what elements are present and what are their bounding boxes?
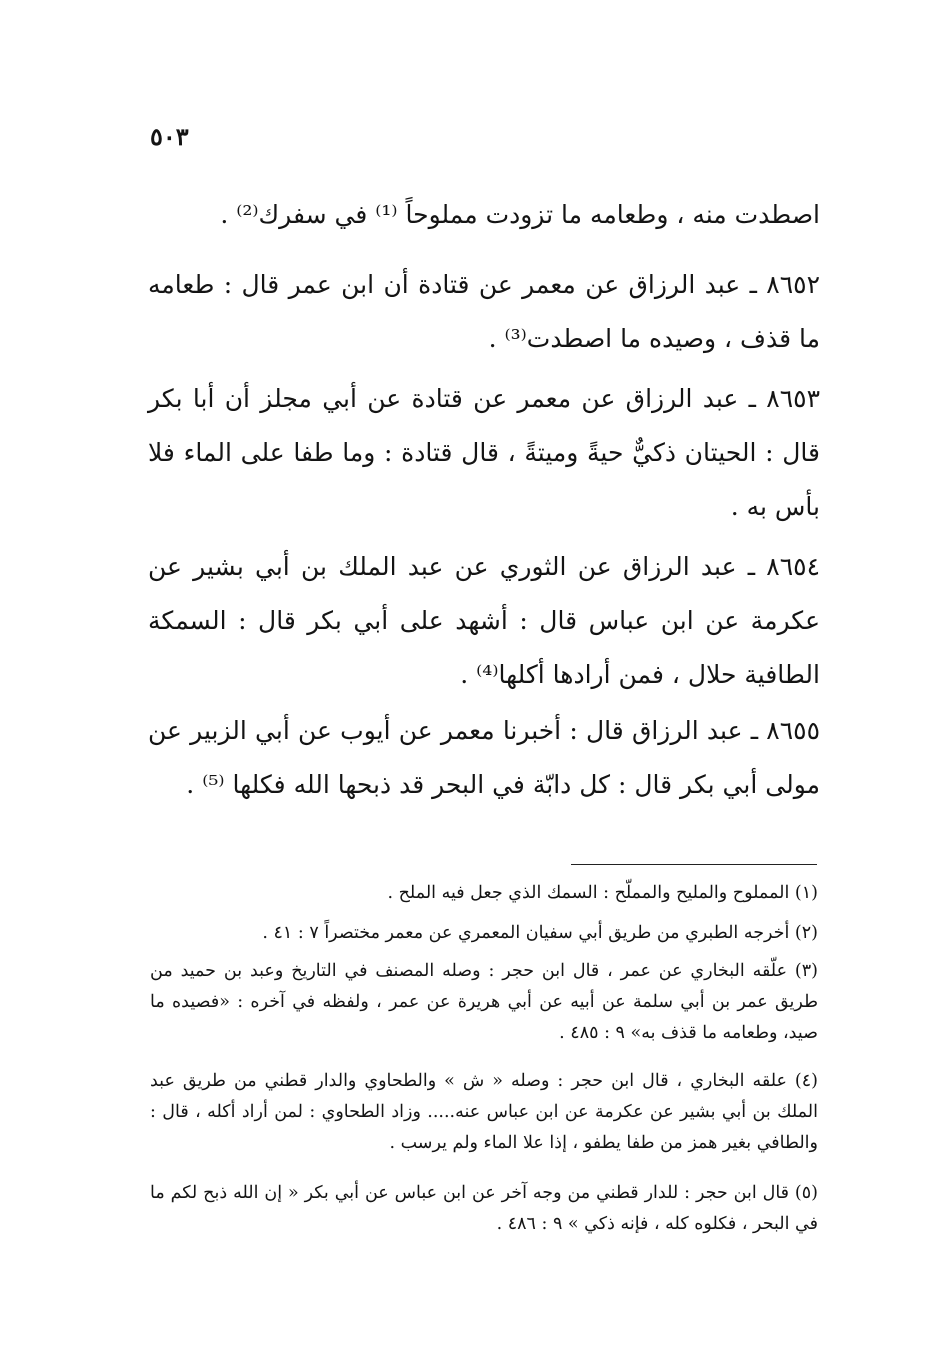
paragraph-8652: ٨٦٥٢ ـ عبد الرزاق عن معمر عن قتادة أن ابن عمر قال : طعامه ما قذف ، وصيده ما اصطدت⁽³⁾ . <box>148 270 820 353</box>
paragraph-8655: ٨٦٥٥ ـ عبد الرزاق قال : أخبرنا معمر عن أيوب عن أبي الزبير عن مولى أبي بكر قال : كل دابّة في البحر قد ذبحها الله فكلها ⁽⁵⁾ . <box>148 716 820 799</box>
paragraph-8653: ٨٦٥٣ ـ عبد الرزاق عن معمر عن قتادة عن أبي مجلز أن أبا بكر قال : الحيتان ذكيٌّ حيةً وميتةً ، قال قتادة : وما طفا على الماء فلا بأس به . <box>148 384 820 521</box>
paragraph-8654: ٨٦٥٤ ـ عبد الرزاق عن الثوري عن عبد الملك بن أبي بشير عن عكرمة عن ابن عباس قال : أشهد على أبي بكر قال : السمكة الطافية حلال ، فمن أرادها أكلها⁽⁴⁾ . <box>148 552 820 689</box>
footnote-4: (٤) علقه البخاري ، قال ابن حجر : وصله « ش » والطحاوي والدار قطني من طريق عبد الملك بن أبي بشير عن عكرمة عن ابن عباس عنه..... وزاد الطحاوي : لمن أراد أكله ، قال : والطافي بغير همز من طفا يطفو ، إذا علا الماء ولم يرسب . <box>150 1071 818 1153</box>
paragraph-continuation: اصطدت منه ، وطعامه ما تزودت مملوحاً ⁽¹⁾ في سفرك⁽²⁾ . <box>220 200 820 229</box>
footnote-1: (١) المملوح والمليح والمملّح : السمك الذي جعل فيه الملح . <box>387 883 818 903</box>
footnote-3: (٣) علّقه البخاري عن عمر ، قال ابن حجر : وصله المصنف في التاريخ وعبد بن حميد من طريق عمر بن أبي سلمة عن أبيه عن أبي هريرة عن عمر ، ولفظه في آخره : «فصيده ما صيد، وطعامه ما قذف به» ٩ : ٤٨٥ . <box>150 961 818 1043</box>
footnote-2: (٢) أخرجه الطبري من طريق أبي سفيان المعمري عن معمر مختصراً ٧ : ٤١ . <box>262 923 818 943</box>
page-number: ٥٠٣ <box>150 122 189 151</box>
footnote-divider <box>571 864 817 865</box>
footnote-5: (٥) قال ابن حجر : للدار قطني من وجه آخر عن ابن عباس عن أبي بكر « إن الله ذبح لكم ما في البحر ، فكلوه كله ، فإنه ذكي » ٩ : ٤٨٦ . <box>150 1183 818 1234</box>
